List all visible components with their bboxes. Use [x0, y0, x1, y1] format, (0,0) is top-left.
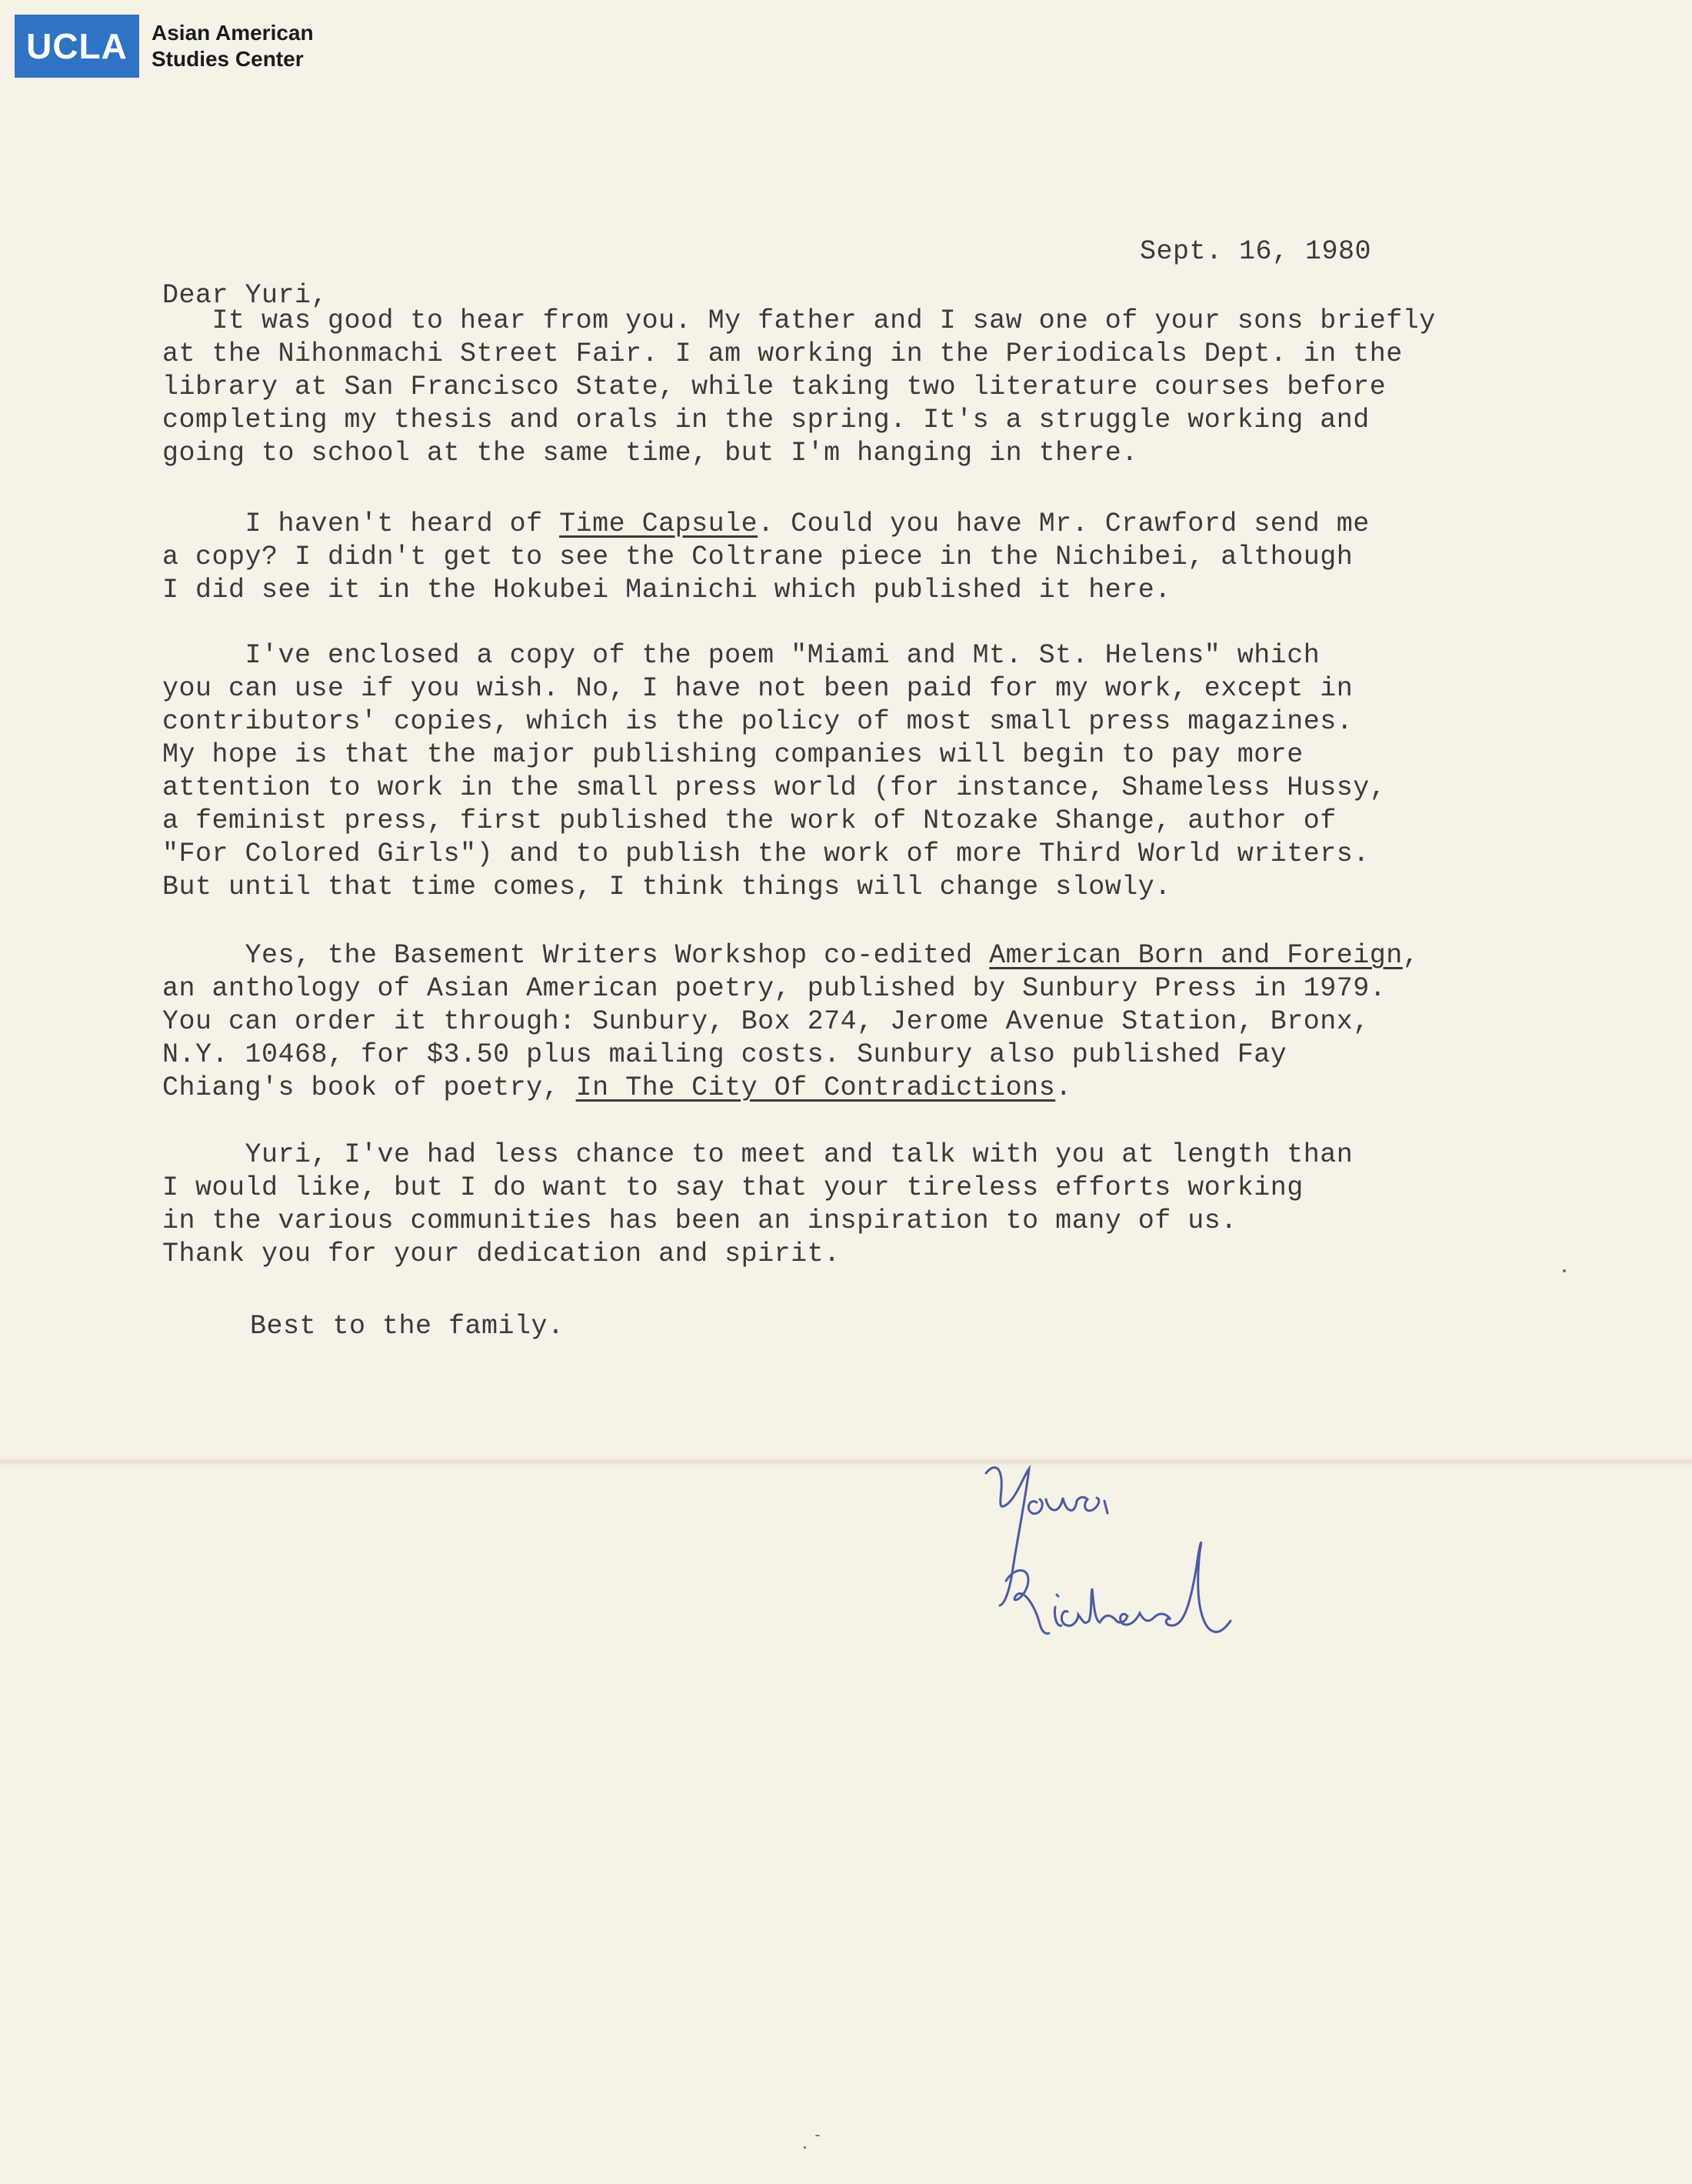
paragraph-4	[162, 939, 1516, 1105]
text-segment: Yes, the Basement Writers Workshop co-edited	[162, 940, 990, 971]
paragraph-line: My hope is that the major publishing companies will begin to pay more	[162, 739, 1304, 770]
signature-stroke	[1028, 1497, 1099, 1513]
text-segment: ,	[1402, 940, 1420, 971]
paragraph-line: you can use if you wish. No, I have not been paid for my work, except in	[162, 673, 1354, 704]
text-segment: I haven't heard of	[162, 508, 560, 539]
paragraph-line: an anthology of Asian American poetry, published by Sunbury Press in 1979.	[162, 973, 1387, 1004]
logo-text	[152, 20, 314, 72]
paragraph-line	[162, 1072, 1516, 1105]
paper-speck	[815, 2135, 820, 2136]
salutation: Dear Yuri,	[162, 280, 328, 311]
signature-stroke	[1006, 1570, 1049, 1633]
paragraph-line: I did see it in the Hokubei Mainichi which published it here.	[162, 575, 1171, 605]
text-segment: . Could you have Mr. Crawford send me	[758, 508, 1370, 539]
paragraph-line: Yuri, I've had less chance to meet and talk with you at length than	[162, 1139, 1354, 1170]
paragraph-line: I would like, but I do want to say that your tireless efforts working	[162, 1172, 1304, 1203]
paragraph-line: I've enclosed a copy of the poem "Miami and Mt. St. Helens" which	[162, 640, 1321, 671]
paragraph-line: completing my thesis and orals in the spring. It's a struggle working and	[162, 405, 1370, 435]
closing-line: Best to the family.	[250, 1311, 565, 1342]
paragraph-line: contributors' copies, which is the policy of most small press magazines.	[162, 706, 1354, 737]
paper-speck	[804, 2146, 806, 2149]
paragraph-line: at the Nihonmachi Street Fair. I am working in the Periodicals Dept. in the	[162, 338, 1403, 369]
paper-speck	[1563, 1269, 1566, 1272]
text-segment: Chiang's book of poetry,	[162, 1072, 576, 1103]
underlined-title: In The City Of Contradictions	[575, 1072, 1056, 1103]
paragraph-line: attention to work in the small press world (for instance, Shameless Hussy,	[162, 772, 1387, 803]
paragraph-line: in the various communities has been an inspiration to many of us.	[162, 1205, 1237, 1236]
paragraph-line: going to school at the same time, but I'm hanging in there.	[162, 438, 1138, 468]
logo-badge: UCLA	[15, 15, 139, 78]
paragraph-2	[162, 508, 1516, 607]
paragraph-line: Thank you for your dedication and spirit.	[162, 1239, 841, 1269]
paragraph-line: a feminist press, first published the work of Ntozake Shange, author of	[162, 805, 1337, 836]
paragraph-line: But until that time comes, I think things will change slowly.	[162, 872, 1171, 902]
letter-date: Sept. 16, 1980	[1140, 236, 1372, 267]
paragraph-1	[162, 305, 1516, 470]
paragraph-line: It was good to hear from you. My father and I saw one of your sons briefly	[162, 305, 1436, 336]
paragraph-line	[162, 508, 1516, 541]
paper-fold	[0, 1458, 1692, 1465]
logo-line-2: Studies Center	[152, 47, 304, 71]
paragraph-line: library at San Francisco State, while taking two literature courses before	[162, 372, 1387, 402]
signature-stroke	[1104, 1501, 1107, 1513]
paragraph-line: N.Y. 10468, for $3.50 plus mailing costs. Sunbury also published Fay	[162, 1039, 1287, 1070]
paragraph-5	[162, 1139, 1516, 1271]
ucla-logo	[15, 15, 314, 78]
logo-line-1: Asian American	[152, 21, 314, 45]
underlined-title: American Born and Foreign	[989, 940, 1403, 971]
paragraph-line	[162, 939, 1516, 972]
underlined-title: Time Capsule	[559, 508, 758, 539]
signature-stroke	[986, 1468, 1029, 1605]
paragraph-line: You can order it through: Sunbury, Box 274, Jerome Avenue Station, Bronx,	[162, 1006, 1370, 1037]
paragraph-line: "For Colored Girls") and to publish the work of more Third World writers.	[162, 839, 1370, 869]
paragraph-line: a copy? I didn't get to see the Coltrane piece in the Nichibei, although	[162, 542, 1354, 572]
signature-stroke	[1054, 1542, 1231, 1632]
handwritten-signature	[969, 1442, 1323, 1666]
text-segment: .	[1055, 1072, 1072, 1103]
paragraph-3	[162, 639, 1516, 904]
